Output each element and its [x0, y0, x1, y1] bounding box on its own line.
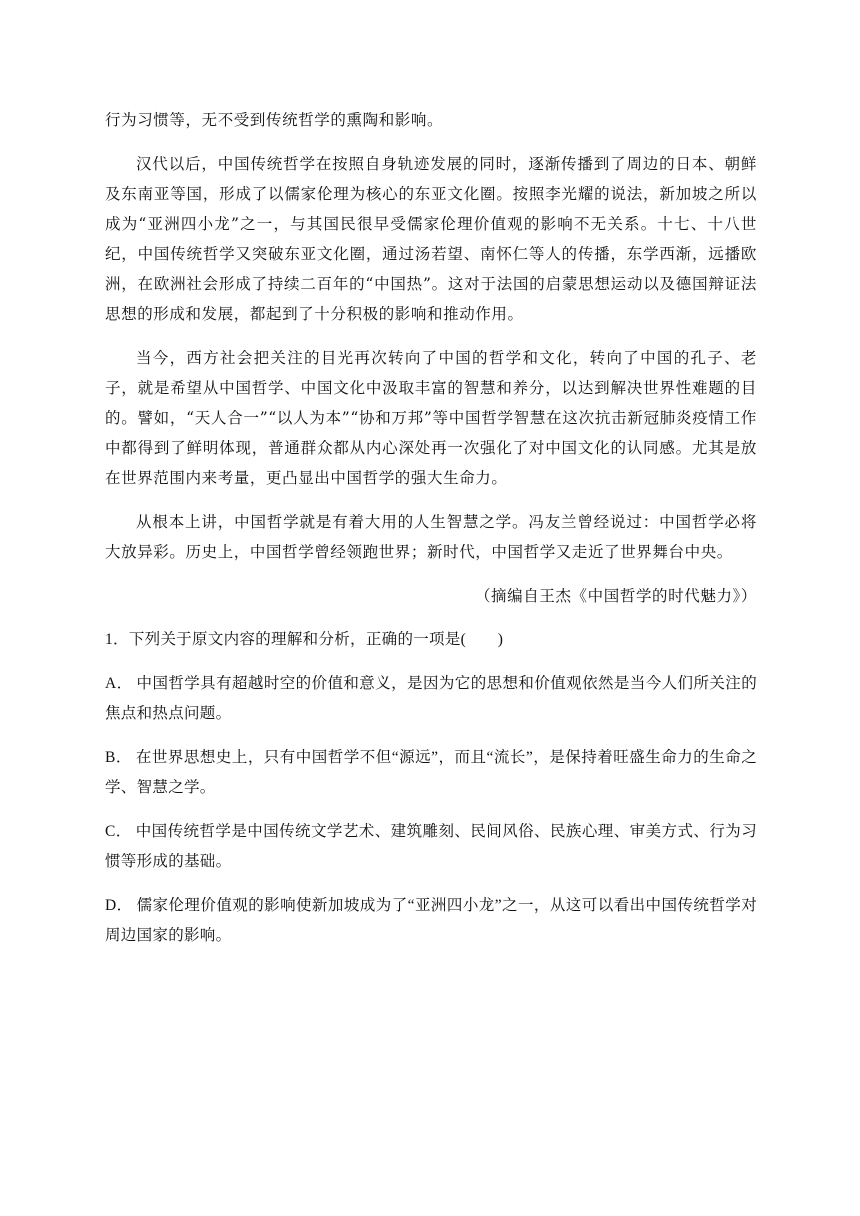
document-page — [105, 105, 757, 951]
option-b — [105, 743, 757, 803]
option-c-text: 中国传统哲学是中国传统文学艺术、建筑雕刻、民间风俗、民族心理、审美方式、行为习惯等形成的基础。 — [105, 823, 757, 870]
passage-paragraph-1: 汉代以后，中国传统哲学在按照自身轨迹发展的同时，逐渐传播到了周边的日本、朝鲜及东南亚等国，形成了以儒家伦理为核心的东亚文化圈。按照李光耀的说法，新加坡之所以成为“亚洲四小龙”之一，与其国民很早受儒家伦理价值观的影响不无关系。十七、十八世纪，中国传统哲学又突破东亚文化圈，通过汤若望、南怀仁等人的传播，东学西渐，远播欧洲，在欧洲社会形成了持续二百年的“中国热”。这对于法国的启蒙思想运动以及德国辩证法思想的形成和发展，都起到了十分积极的影响和推动作用。 — [105, 155, 757, 323]
option-a-letter: A． — [105, 675, 133, 692]
option-c-letter: C． — [105, 823, 132, 840]
option-a-text: 中国哲学具有超越时空的价值和意义，是因为它的思想和价值观依然是当今人们所关注的焦点和热点问题。 — [105, 675, 758, 722]
passage-source: （摘编自王杰《中国哲学的时代魅力》） — [474, 587, 757, 605]
option-c — [105, 817, 757, 877]
question-stem: 1．下列关于原文内容的理解和分析，正确的一项是( ) — [105, 631, 504, 648]
option-d-text: 儒家伦理价值观的影响使新加坡成为了“亚洲四小龙”之一，从这可以看出中国传统哲学对周边国家的影响。 — [105, 897, 758, 944]
option-d-letter: D． — [105, 897, 133, 914]
option-b-letter: B． — [105, 749, 132, 766]
option-b-text: 在世界思想史上，只有中国哲学不但“源远”，而且“流长”，是保持着旺盛生命力的生命之学、智慧之学。 — [105, 749, 757, 796]
option-d — [105, 891, 757, 951]
passage-paragraph-2: 当今，西方社会把关注的目光再次转向了中国的哲学和文化，转向了中国的孔子、老子，就是希望从中国哲学、中国文化中汲取丰富的智慧和养分，以达到解决世界性难题的目的。譬如，“天人合一”“以人为本”“协和万邦”等中国哲学智慧在这次抗击新冠肺炎疫情工作中都得到了鲜明体现，普通群众都从内心深处再一次强化了对中国文化的认同感。尤其是放在世界范围内来考量，更凸显出中国哲学的强大生命力。 — [105, 349, 757, 487]
option-a — [105, 669, 757, 729]
passage-paragraph-0: 行为习惯等，无不受到传统哲学的熏陶和影响。 — [105, 111, 444, 129]
passage-paragraph-3: 从根本上讲，中国哲学就是有着大用的人生智慧之学。冯友兰曾经说过：中国哲学必将大放异彩。历史上，中国哲学曾经领跑世界；新时代，中国哲学又走近了世界舞台中央。 — [105, 513, 757, 561]
